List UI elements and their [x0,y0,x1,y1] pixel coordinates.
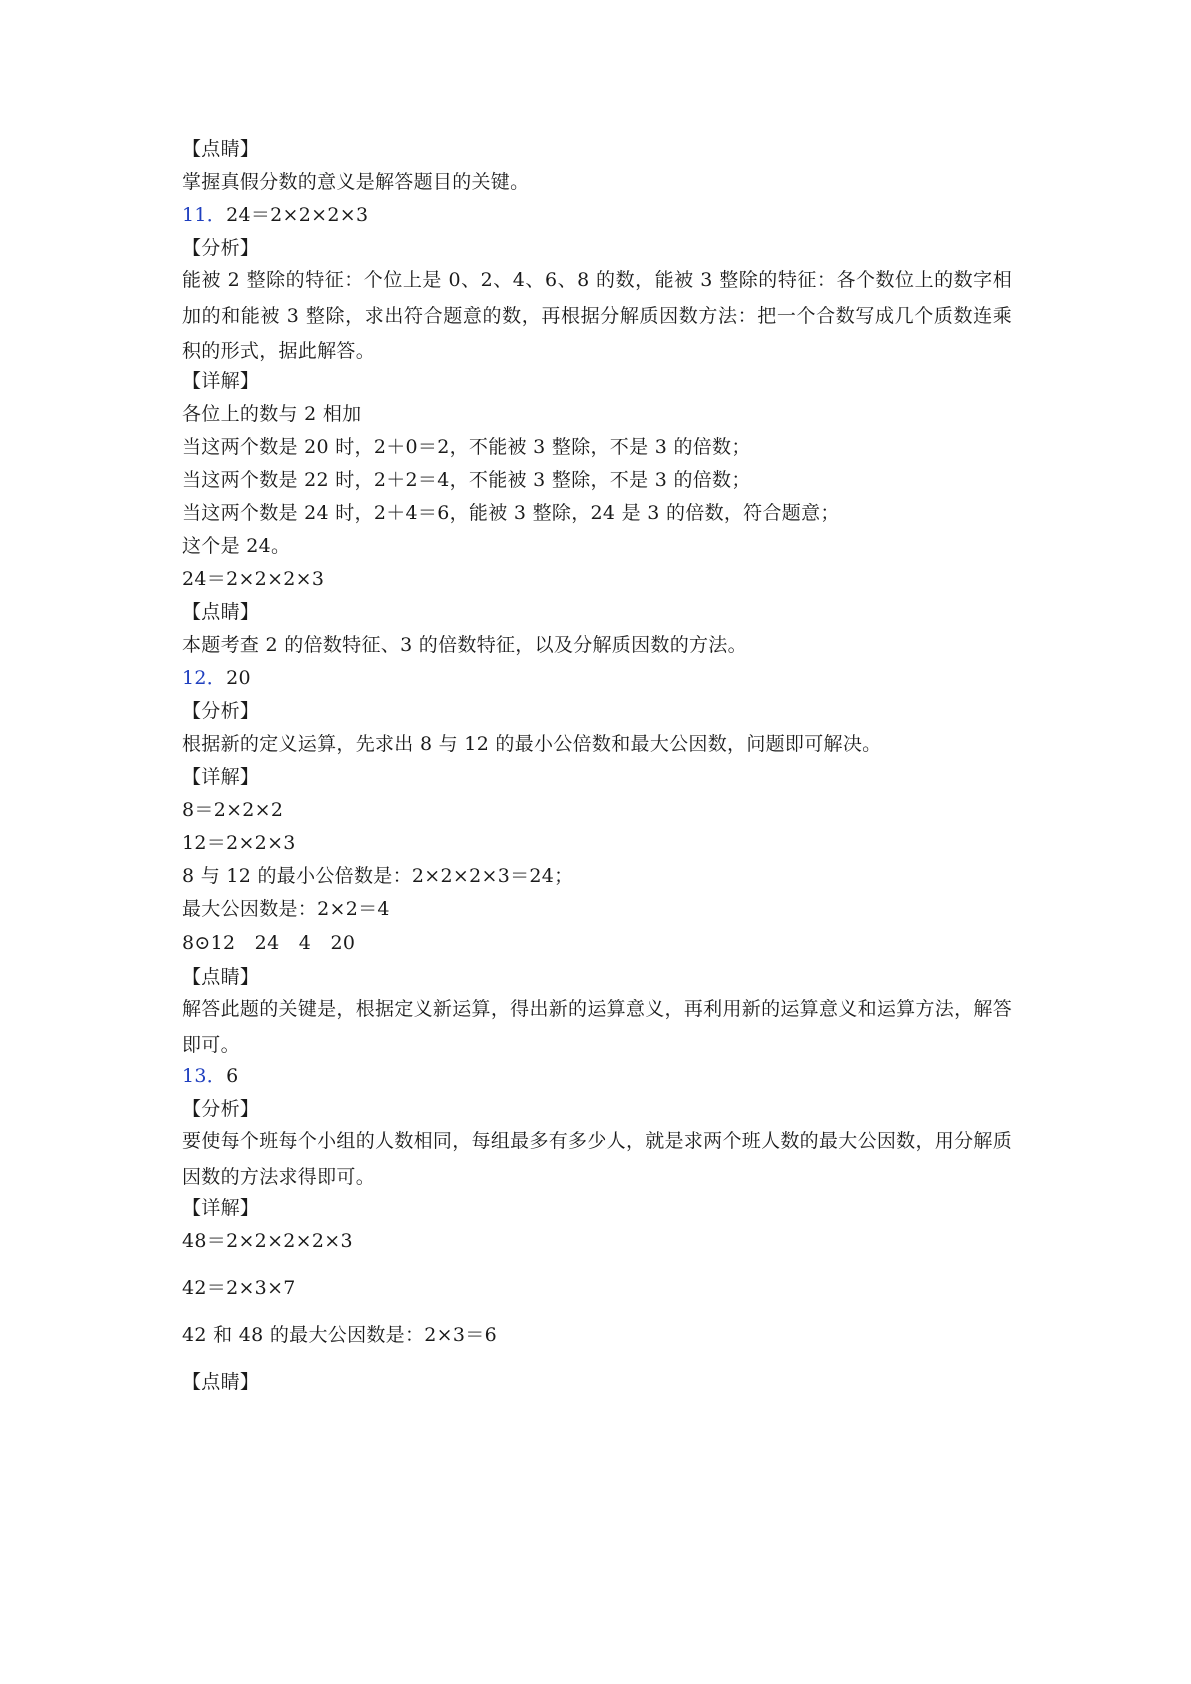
detail-line: 这个是 24。 [182,535,291,557]
section-heading-xiangjie: 【详解】 [182,1197,260,1219]
answer-text: 24＝2×2×2×3 [226,204,369,226]
comment-text: 本题考查 2 的倍数特征、3 的倍数特征，以及分解质因数的方法。 [182,634,747,656]
comment-paragraph: 解答此题的关键是，根据定义新运算，得出新的运算意义，再利用新的运算意义和运算方法，解答即可。 [182,998,1012,1056]
question-number: 13． [182,1065,227,1087]
section-heading-fenxi: 【分析】 [182,237,260,259]
detail-line: 8 与 12 的最小公倍数是：2×2×2×3＝24； [182,865,574,887]
section-heading-fenxi: 【分析】 [182,1098,260,1120]
detail-line: 各位上的数与 2 相加 [182,403,362,425]
question-number: 11． [182,204,227,226]
question-number: 12． [182,667,227,689]
section-heading-xiangjie: 【详解】 [182,370,260,392]
detail-line: 8⊙12 24 4 20 [182,932,356,954]
detail-line: 当这两个数是 20 时，2＋0＝2，不能被 3 整除，不是 3 的倍数； [182,436,751,458]
analysis-text: 根据新的定义运算，先求出 8 与 12 的最小公倍数和最大公因数，问题即可解决。 [182,733,882,755]
answer-text: 6 [226,1065,239,1087]
analysis-paragraph: 能被 2 整除的特征：个位上是 0、2、4、6、8 的数，能被 3 整除的特征：各个数位上的数字相加的和能被 3 整除，求出符合题意的数，再根据分解质因数方法：把一个合数写成几个质数连乘积的形式，据此解答。 [182,269,1012,362]
question-11-answer [182,203,368,227]
section-heading-dianjing: 【点睛】 [182,138,260,160]
answer-text: 20 [226,667,251,689]
section-heading-xiangjie: 【详解】 [182,766,260,788]
comment-text: 掌握真假分数的意义是解答题目的关键。 [182,171,530,193]
detail-line: 最大公因数是：2×2＝4 [182,898,390,920]
detail-line: 42 和 48 的最大公因数是：2×3＝6 [182,1324,497,1346]
detail-line: 当这两个数是 24 时，2＋4＝6，能被 3 整除，24 是 3 的倍数，符合题意； [182,502,840,524]
detail-line: 48＝2×2×2×2×3 [182,1230,353,1252]
detail-line: 12＝2×2×3 [182,832,296,854]
section-heading-fenxi: 【分析】 [182,700,260,722]
section-heading-dianjing: 【点睛】 [182,601,260,623]
detail-line: 24＝2×2×2×3 [182,568,325,590]
question-13-answer [182,1064,238,1088]
detail-line: 42＝2×3×7 [182,1277,296,1299]
question-12-answer [182,666,251,690]
analysis-paragraph: 要使每个班每个小组的人数相同，每组最多有多少人，就是求两个班人数的最大公因数，用分解质因数的方法求得即可。 [182,1130,1012,1188]
section-heading-dianjing: 【点睛】 [182,966,260,988]
detail-line: 8＝2×2×2 [182,799,284,821]
section-heading-dianjing: 【点睛】 [182,1371,260,1393]
detail-line: 当这两个数是 22 时，2＋2＝4，不能被 3 整除，不是 3 的倍数； [182,469,751,491]
